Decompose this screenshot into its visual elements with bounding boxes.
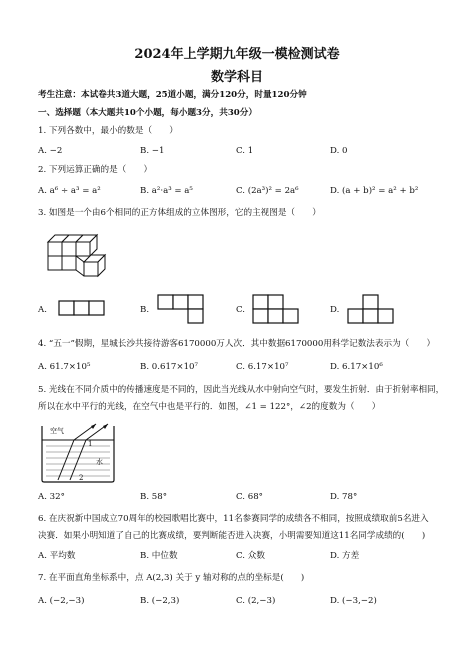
q3-option-d-figure <box>347 294 397 324</box>
q3-option-b: B. <box>140 305 150 315</box>
q7-stem: 7. 在平面直角坐标系中，点 A(2,3) 关于 y 轴对称的点的坐标是( ) <box>38 573 305 583</box>
q7-option-c: C. (2,−3) <box>236 596 276 606</box>
q5-option-c: C. 68° <box>236 492 263 502</box>
q5-option-a: A. 32° <box>38 492 65 502</box>
exam-subject: 数学科目 <box>210 70 263 85</box>
q3-option-a-figure <box>58 300 106 316</box>
q1-option-b: B. −1 <box>140 146 165 156</box>
q6-option-d: D. 方差 <box>330 551 360 561</box>
q4-option-c: C. 6.17×10⁷ <box>236 362 289 372</box>
q2-stem: 2. 下列运算正确的是（ ） <box>38 165 153 175</box>
q5-option-d: D. 78° <box>330 492 358 502</box>
q4-option-d: D. 6.17×10⁶ <box>330 362 383 372</box>
q4-option-a: A. 61.7×10⁵ <box>38 362 91 372</box>
angle-1-label: 1 <box>88 440 93 448</box>
q5-option-b: B. 58° <box>140 492 168 502</box>
q1-option-d: D. 0 <box>330 146 348 156</box>
q6-stem-line1: 6. 在庆祝新中国成立70周年的校园歌唱比赛中，11名参赛同学的成绩各不相同，按照成绩取前5名进入 <box>38 514 429 524</box>
q3-option-a: A. <box>38 305 47 315</box>
q1-option-c: C. 1 <box>236 146 254 156</box>
air-label: 空气 <box>50 427 64 435</box>
q1-stem: 1. 下列各数中，最小的数是（ ） <box>38 126 178 136</box>
q6-option-c: C. 众数 <box>236 551 265 561</box>
q2-option-c: C. (2a³)² = 2a⁶ <box>236 186 299 196</box>
exam-notice: 考生注意：本试卷共3道大题，25道小题，满分120分，时量120分钟 <box>38 90 307 100</box>
q4-option-b: B. 0.617×10⁷ <box>140 362 198 372</box>
q3-option-c: C. <box>236 305 246 315</box>
q6-stem-line2: 决赛．如果小明知道了自己的比赛成绩，要判断能否进入决赛，小明需要知道这11名同学成绩的( ) <box>38 531 426 541</box>
q2-option-d: D. (a + b)² = a² + b² <box>330 186 419 196</box>
q2-option-b: B. a²·a³ = a⁵ <box>140 186 193 196</box>
q7-option-b: B. (−2,3) <box>140 596 180 606</box>
q3-option-d: D. <box>330 305 340 315</box>
water-label: 水 <box>96 458 103 466</box>
q6-option-b: B. 中位数 <box>140 551 178 561</box>
section-heading: 一、选择题（本大题共10个小题，每小题3分，共30分） <box>38 108 257 118</box>
q4-stem: 4. “五一”假期，星城长沙共接待游客6170000万人次．其中数据6170000用科学记数法表示为（ ） <box>38 339 436 349</box>
angle-2-label: 2 <box>79 474 84 482</box>
exam-title: 2024年上学期九年级一模检测试卷 <box>134 47 340 62</box>
cube-solid-figure <box>44 224 116 280</box>
q3-option-b-figure <box>157 294 207 324</box>
q5-stem-line2: 所以在水中平行的光线，在空气中也是平行的．如图，∠1 = 122°，∠2的度数为（ ） <box>38 402 381 412</box>
q2-option-a: A. a⁶ ÷ a³ = a² <box>38 186 101 196</box>
q3-stem: 3. 如图是一个由6个相同的正方体组成的立体图形，它的主视图是（ ） <box>38 208 321 218</box>
q3-option-c-figure <box>252 294 302 324</box>
q6-option-a: A. 平均数 <box>38 551 76 561</box>
q5-stem-line1: 5. 光线在不同介质中的传播速度是不同的，因此当光线从水中射向空气时，要发生折射．由于折射率相同， <box>38 385 445 395</box>
q7-option-a: A. (−2,−3) <box>38 596 85 606</box>
q1-option-a: A. −2 <box>38 146 63 156</box>
q7-option-d: D. (−3,−2) <box>330 596 377 606</box>
